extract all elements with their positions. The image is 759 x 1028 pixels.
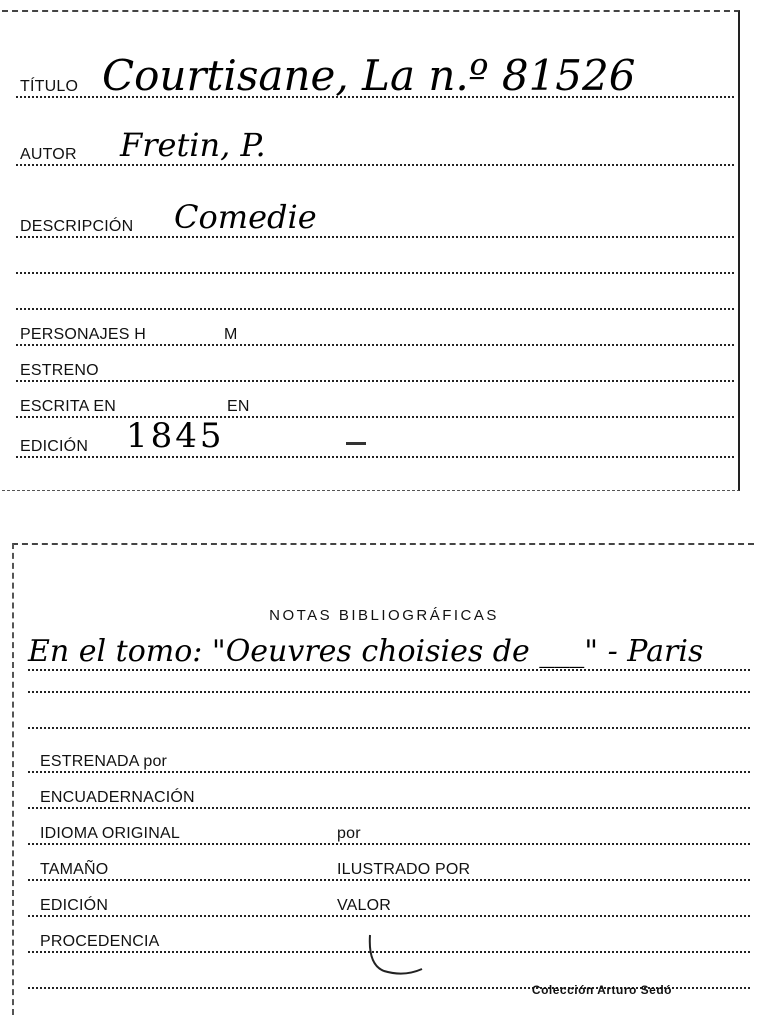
valor-label: VALOR	[337, 897, 392, 914]
titulo-value: Courtisane, La n.º 81526	[102, 51, 636, 100]
edicion-back-row	[14, 881, 754, 917]
procedencia-label: PROCEDENCIA	[40, 933, 160, 950]
estrenada-row	[14, 737, 754, 773]
autor-value: Fretin, P.	[120, 126, 266, 164]
encuadernacion-row	[14, 773, 754, 809]
autor-row	[2, 126, 738, 166]
edicion-value: 1845	[126, 416, 225, 456]
catalog-card-back	[12, 543, 754, 1015]
tamano-row	[14, 845, 754, 881]
estreno-row	[2, 346, 738, 382]
ink-mark	[364, 925, 444, 985]
personajes-row	[2, 310, 738, 346]
personajes-m-label: M	[224, 326, 238, 343]
escrita-row	[2, 382, 738, 418]
descripcion-label: DESCRIPCIÓN	[20, 218, 134, 235]
notes-blank-row-1	[14, 657, 754, 693]
edicion-row	[2, 418, 738, 458]
personajes-label: PERSONAJES H	[20, 326, 146, 343]
blank-row-2	[2, 274, 738, 310]
estreno-label: ESTRENO	[20, 362, 99, 379]
notes-value: En el tomo: "Oeuvres choisies de ___" - Paris	[28, 634, 704, 669]
escrita-en-label: EN	[227, 398, 250, 415]
edicion-rule	[16, 456, 734, 458]
titulo-label: TÍTULO	[20, 78, 79, 95]
catalog-card-front	[2, 10, 740, 491]
ink-smudge	[346, 442, 366, 445]
idioma-por-label: por	[337, 825, 361, 842]
collection-stamp: Colección Arturo Sedó	[531, 983, 672, 997]
edicion-back-label: EDICIÓN	[40, 897, 109, 914]
edicion-label: EDICIÓN	[20, 438, 89, 455]
titulo-row	[2, 51, 738, 100]
tamano-label: TAMAÑO	[40, 861, 109, 878]
idioma-label: IDIOMA ORIGINAL	[40, 825, 180, 842]
autor-rule	[16, 164, 734, 166]
blank-row-1	[2, 238, 738, 274]
ilustrado-label: ILUSTRADO POR	[337, 861, 471, 878]
descripcion-row	[2, 198, 738, 238]
notes-blank-rule-2	[28, 727, 750, 729]
encuadernacion-label: ENCUADERNACIÓN	[40, 789, 195, 806]
escrita-label: ESCRITA EN	[20, 398, 116, 415]
autor-label: AUTOR	[20, 146, 77, 163]
estrenada-label: ESTRENADA por	[40, 753, 168, 770]
idioma-row	[14, 809, 754, 845]
titulo-rule	[16, 96, 734, 98]
notes-blank-row-2	[14, 693, 754, 729]
notes-title: NOTAS BIBLIOGRÁFICAS	[269, 607, 499, 624]
descripcion-value: Comedie	[174, 198, 317, 236]
